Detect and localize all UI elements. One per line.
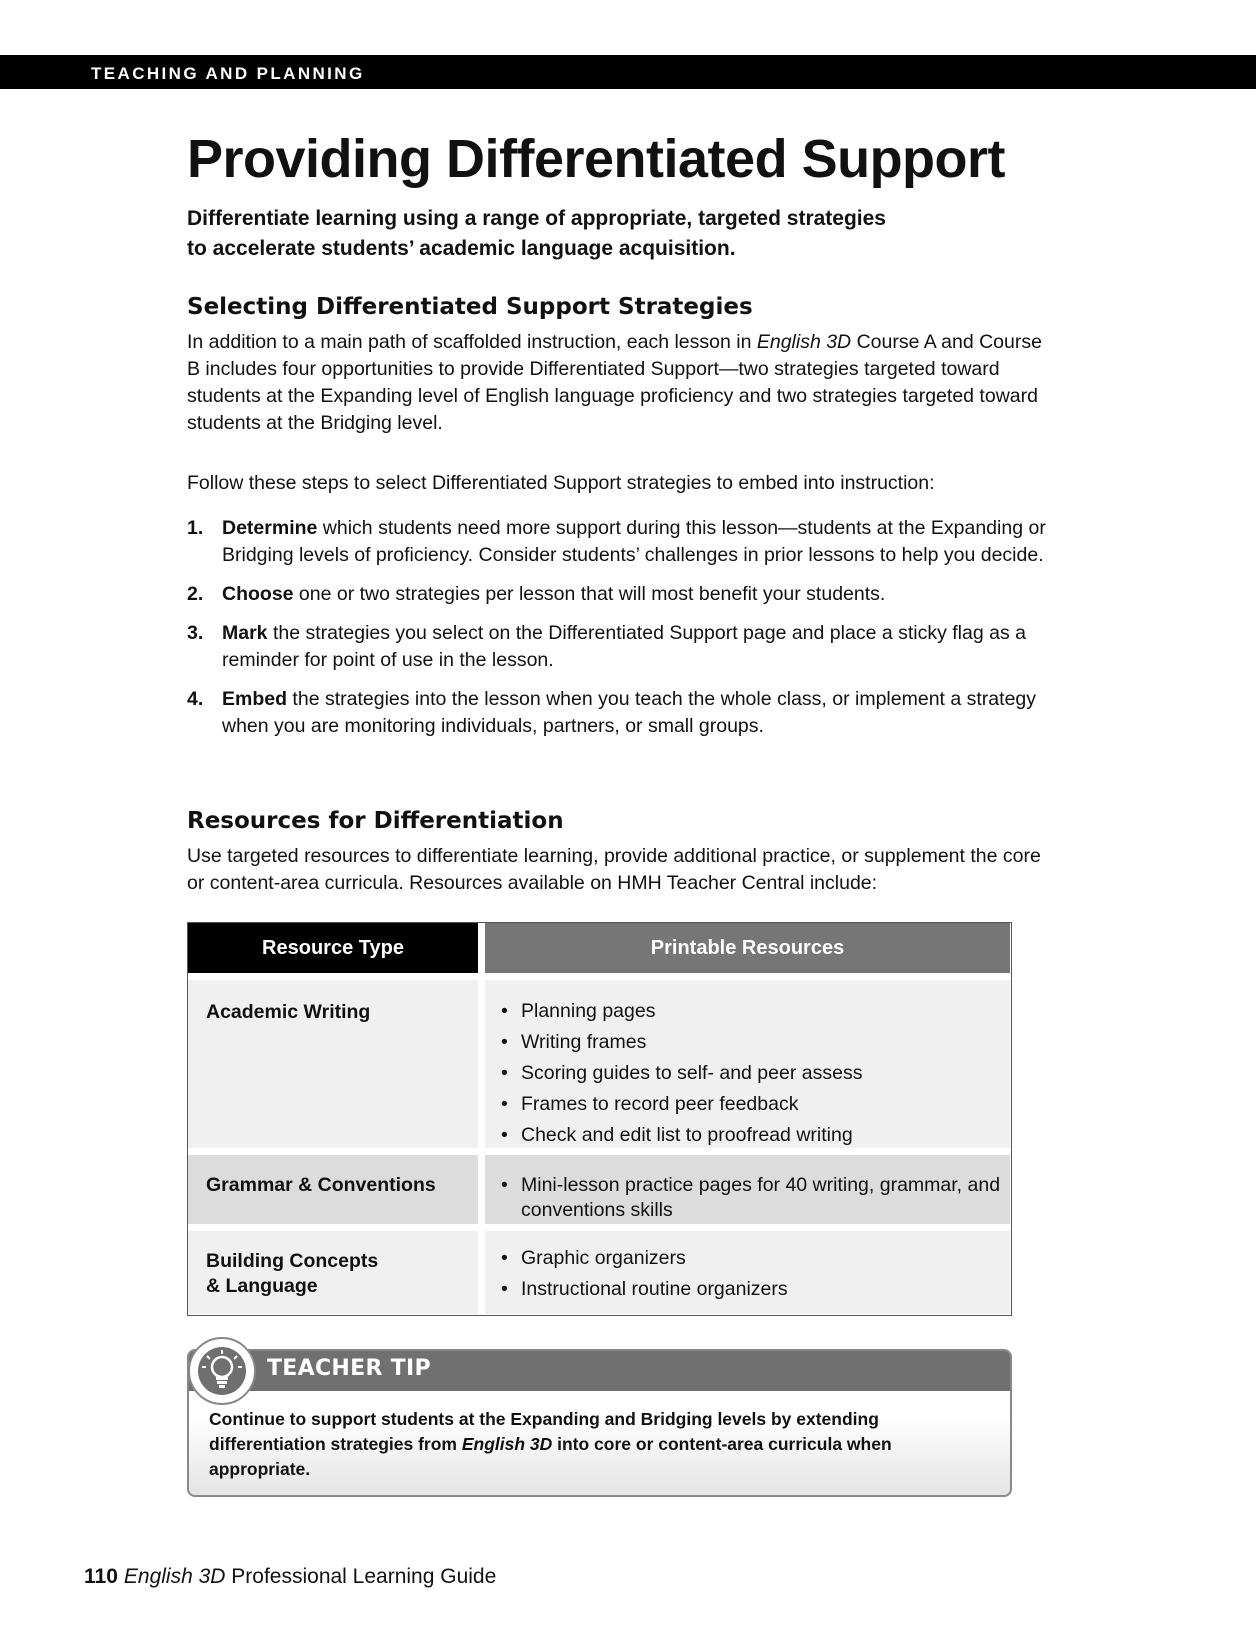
step-number: 1. [187,517,204,539]
list-item: • Frames to record peer feedback [501,1089,1010,1120]
resource-list [501,1243,1010,1305]
table-row-1-resources [485,980,1010,1148]
section1-paragraph-b: Course A and Course B includes four opportunities to provide Differentiated Support—two strategies targeted toward students at the Expanding level of English language proficiency and two strategies targeted toward students at the Bridging level. [187,331,1042,434]
step-number: 2. [187,583,204,605]
table-row-3-type [188,1231,478,1314]
footer-book-rest: Professional Learning Guide [225,1565,497,1588]
step-lead: Choose [222,583,294,605]
section2-paragraph: Use targeted resources to differentiate learning, provide additional practice, or supplement the core or content-area curricula. Resources available on HMH Teacher Central include: [187,845,1041,894]
section-header-band [0,55,1256,89]
lightbulb-icon [188,1337,256,1405]
step-lead: Determine [222,517,318,539]
resource-list [501,996,1010,1151]
tip-text-b: into core or content-area curricula when appropriate. [209,1434,892,1479]
footer-book-italic: English 3D [123,1565,226,1588]
table-header-resource-type: Resource Type [188,923,478,973]
step-text: the strategies you select on the Differentiated Support page and place a sticky flag as a reminder for point of use in the lesson. [222,622,1026,671]
table-header-printable-resources: Printable Resources [485,923,1010,973]
list-item: • Instructional routine organizers [501,1274,1010,1305]
list-item: • Graphic organizers [501,1243,1010,1274]
page-footer [84,1565,496,1589]
lightbulb-glyph-icon [198,1347,246,1395]
step-lead: Mark [222,622,268,644]
section2-heading: Resources for Differentiation [187,808,564,834]
step-item [187,620,1067,674]
tip-text-a: Continue to support students at the Expanding and Bridging levels by extending differentiation strategies from [209,1409,879,1454]
subtitle-line-2: to accelerate students’ academic language acquisition. [187,237,736,260]
table-row-3-resources [485,1231,1010,1314]
section1-paragraph-italic: English 3D [756,331,852,353]
steps-intro: Follow these steps to select Differentiated Support strategies to embed into instruction: [187,472,935,494]
list-item: • Scoring guides to self- and peer assess [501,1058,1010,1089]
list-item: • Check and edit list to proofread writing [501,1120,1010,1151]
section1-paragraph [187,329,1047,437]
teacher-tip-label: TEACHER TIP [267,1356,431,1381]
section-label: TEACHING AND PLANNING [91,64,365,83]
teacher-tip-box [187,1349,1012,1497]
resources-table [187,922,1012,1316]
table-row-1-type: Academic Writing [188,980,478,1148]
steps-list [187,515,1067,752]
step-item [187,581,1067,608]
table-row-2-type: Grammar & Conventions [188,1155,478,1224]
step-item [187,515,1067,569]
list-item: • Mini-lesson practice pages for 40 writing, grammar, and conventions skills [501,1173,1010,1223]
subtitle-line-1: Differentiate learning using a range of appropriate, targeted strategies [187,207,886,230]
step-text: which students need more support during this lesson—students at the Expanding or Bridging levels of proficiency. Consider students’ challenges in prior lessons to help you decide. [222,517,1046,566]
page-number: 110 [84,1565,118,1588]
list-item: • Writing frames [501,1027,1010,1058]
step-text: one or two strategies per lesson that will most benefit your students. [293,583,886,605]
row-3-type-line-1: Building Concepts [206,1250,379,1272]
step-lead: Embed [222,688,288,710]
teacher-tip-bar [189,1351,1010,1391]
page-subtitle [187,204,1007,264]
step-item [187,686,1067,740]
section1-paragraph-a: In addition to a main path of scaffolded instruction, each lesson in [187,331,757,353]
list-item: • Planning pages [501,996,1010,1027]
row-3-type-line-2: & Language [206,1275,318,1297]
step-number: 4. [187,688,204,710]
tip-text-italic: English 3D [461,1434,553,1454]
section1-heading: Selecting Differentiated Support Strategies [187,294,753,320]
teacher-tip-text [209,1407,969,1482]
resource-list [501,1173,1010,1223]
page-title: Providing Differentiated Support [187,129,1006,189]
table-row-2-resources [485,1155,1010,1224]
step-number: 3. [187,622,204,644]
step-text: the strategies into the lesson when you teach the whole class, or implement a strategy when you are monitoring individuals, partners, or small groups. [222,688,1037,737]
